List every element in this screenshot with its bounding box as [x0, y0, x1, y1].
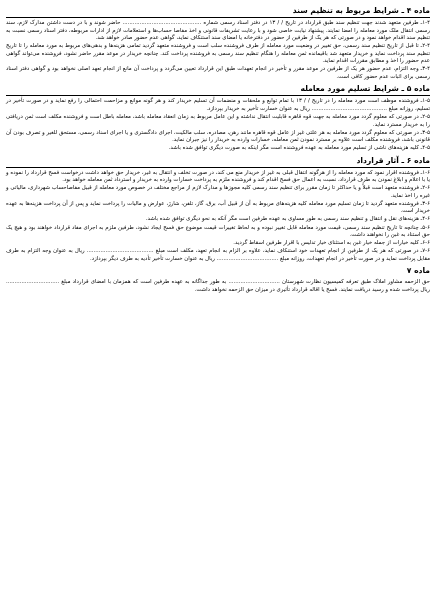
article-4-clause-3: ۳-۴ـ وجه التزام، عدم حضور هر یک از طرفین در موعد مقرر و تأخیر در انجام تعهدات طبق این قرارداد تعیین می‌گردد و پرداخت آن مانع از انجام تعهد اصلی نخواهد بود و گواهی دفتر اسناد رسمی برای اثبات عدم حضور کافی است. [6, 66, 430, 80]
article-4-clause-2: ۲-۴ـ تا قبل از تاریخ تنظیم سند رسمی، حق تغییر در وضعیت مورد معامله از طرف فروشنده سلب است و فروشنده متعهد گردید تمامی هزینه‌ها و بدهی‌های مربوط به مورد معامله را تا تاریخ تنظیم سند پرداخت نماید و خریدار متعهد شد باقیمانده ثمن معامله را هنگام تنظیم سند رسمی به فروشنده پرداخت کند. چنانچه خریدار در موعد مقرر حاضر نشود، فروشنده می‌تواند گواهی عدم حضور را اخذ و مطابق مقررات اقدام نماید. [6, 43, 430, 65]
article-5-clause-2: ۲-۵ـ در صورتی که معلوم گردد مورد معامله به جهت قوه قاهره قابلیت انتقال نداشته و این عامل مربوط به زمان انعقاد معامله باشد، معامله باطل است و فروشنده مکلف است ثمن دریافتی را به خریدار مسترد نماید. [6, 113, 430, 128]
article-6-heading: ماده ۶ ـ آثار قرارداد [6, 155, 430, 168]
article-6-clause-1: ۱-۶ـ فروشنده اقرار نمود که مورد معامله را از هرگونه انتقال قبلی به غیر از خریدار منع می کند، در صورت تخلف و انتقال به غیر، خریدار حق خواهد داشت درخواست فسخ قرارداد را نموده و یا با اعلام و ابلاغ نمودن به طرف قرارداد، نسبت به اعمال حق فسخ اقدام کند و فروشنده ملزم به پرداخت خسارات وارده به خریدار و استرداد ثمن معامله خواهد بود. [6, 169, 430, 184]
article-4-clause-1: ۱-۴ـ طرفین متعهد شدند جهت تنظیم سند طبق قرارداد در تاریخ / / ۱۳ در دفتر اسناد رسمی شماره .............................................. حاضر شوند و با در دست داشتن مدارک لازم، سند رسمی انتقال ملک مورد معامله را امضا نمایند. پیشنهاد نیابت خاصی شود و با رعایت تشریفات قانونی و اخذ مفاصا حساب‌ها و استعلامات لازم از ادارات مربوطه، دفتر اسناد رسمی نسبت به تنظیم سند اقدام خواهد نمود و در صورتی که هر یک از طرفین از حضور در دفترخانه یا امضای سند استنکاف نماید، گواهی عدم حضور صادر خواهد شد. [6, 20, 430, 42]
article-5-heading: ماده ۵ ـ شرایط تسلیم مورد معامله [6, 83, 430, 96]
article-6-clause-4: ۴-۶ـ هزینه‌های نقل و انتقال و تنظیم سند رسمی به طور مساوی به عهده طرفین است مگر آنکه به نحو دیگری توافق شده باشد. [145, 216, 430, 223]
article-6-clause-5: ۵-۶ـ چنانچه تا تاریخ تنظیم سند رسمی، قیمت مورد معامله قابل تغییر نبوده و به لحاظ تغییرات قیمت موضوع حق فسخ ایجاد نشود، طرفین ملزم به اجرای مفاد قرارداد خواهند بود و هیچ یک حق استناد به غبن را نخواهند داشت. [6, 224, 430, 239]
article-7-heading: ماده ۷ [406, 266, 430, 276]
article-4-heading: ماده ۴ ـ شرایط مربوط به تنظیم سند [6, 5, 430, 18]
article-5-clause-3: ۳-۵ـ در صورتی که معلوم گردد مورد معامله به هر علتی غیر از عامل قوه قاهره مانند رهن، مصادره، سلب مالکیت، اجرای دادگستری و یا اجرای اسناد رسمی، مستحق للغیر و تصرف بودن آن قانونی باشد، فروشنده مکلف است علاوه بر مسترد نمودن ثمن معامله، خسارات وارده به خریدار را نیز جبران نماید. [6, 129, 430, 144]
article-5-clause-1: ۱-۵ـ فروشنده موظف است مورد معامله را در تاریخ / / ۱۳ با تمام توابع و ملحقات و منضمات آن تسلیم خریدار کند و هر گونه موانع و مزاحمت احتمالی را رفع نماید و در صورت تأخیر در تسلیم، روزانه مبلغ ............................................ ریال به عنوان خسارت تأخیر به خریدار بپردازد. [6, 98, 431, 112]
article-6-clause-6: ۶-۶ـ کلیه خیارات از جمله خیار غبن به استثنای خیار تدلیس با اقرار طرفین اسقاط گردید. [233, 240, 430, 247]
article-6-clause-7: ۷-۶ـ در صورتی که هر یک از طرفین از انجام تعهدات خود استنکاف نماید، علاوه بر الزام به انجام تعهد، مکلف است مبلغ ....................................... ریال به عنوان وجه التزام به طرف مقابل پرداخت نماید و در صورت تأخیر در انجام تعهدات، روزانه مبلغ .................................... ریال به عنوان خسارت تأخیر تأدیه به طرف دیگر بپردازد. [6, 248, 430, 262]
article-7-clause-1: حق الزحمه مشاور املاک طبق تعرفه کمیسیون نظارت شهرستان .............................. به طور جداگانه به عهده طرفین است که همزمان با امضای قرارداد مبلغ ............................... ریال پرداخت شده و رسید دریافت نمایند. فسخ یا اقاله قرارداد تأثیری در میزان حق الزحمه نخواهد داشت. [6, 279, 430, 293]
article-5-clause-4: ۴-۵ـ کلیه هزینه‌های ناشی از تسلیم مورد معامله به عهده فروشنده است مگر اینکه به صورت دیگری توافق شده باشد. [168, 145, 430, 152]
article-6-clause-3: ۳-۶ـ فروشنده متعهد گردید تا زمان تسلیم مورد معامله کلیه هزینه‌های مربوط به آن از قبیل آب، برق، گاز، تلفن، شارژ، عوارض و مالیات را پرداخت نماید و پس از آن پرداخت هزینه‌ها به عهده خریدار است. [6, 200, 430, 215]
article-6-clause-2: ۲-۶ـ فروشنده متعهد است قبلاً و یا حداکثر تا زمان مقرر برای تنظیم سند رسمی کلیه مجوزها و مدارک لازم از مراجع مختلف در خصوص مورد معامله از قبیل مفاصاحساب شهرداری، مالیاتی و غیره را اخذ نماید. [6, 185, 430, 199]
